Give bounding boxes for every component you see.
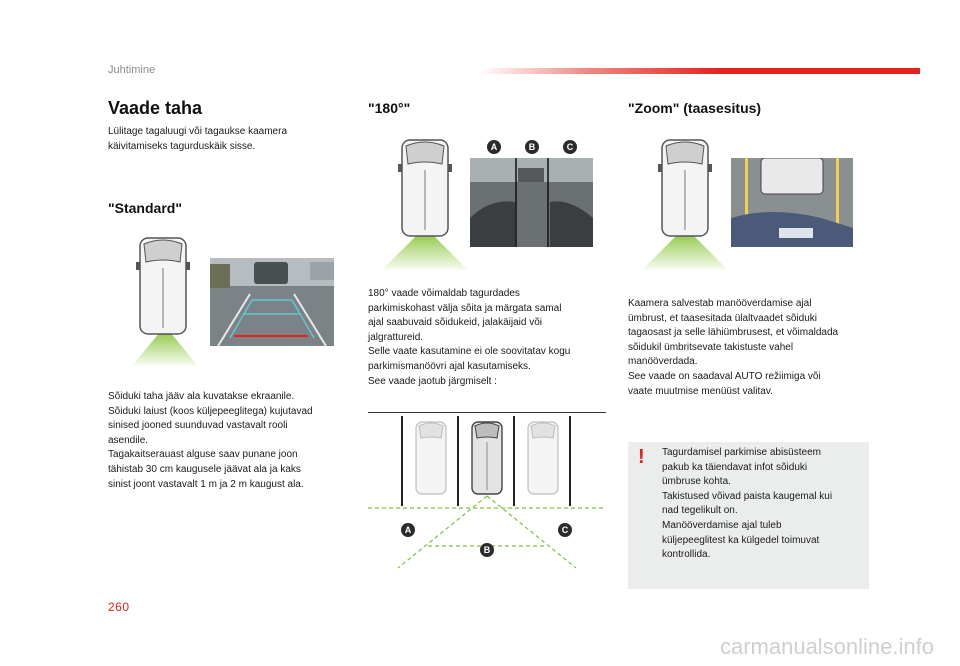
note-line: pakub ka täiendavat infot sõiduki (662, 461, 808, 473)
parked-car-ahead (254, 262, 288, 284)
wide-camera-view (470, 158, 593, 247)
diagram-badge-a: A (401, 523, 415, 537)
note-line: Takistused võivad paista kaugemal kui (662, 490, 833, 502)
wide-line: parkimismanöövri ajal kasutamiseks. (368, 360, 531, 372)
zoom-vehicle-illustration (640, 134, 730, 274)
camera-view-cone (642, 234, 728, 270)
standard-description (108, 390, 348, 492)
zoom-line: tagaosast ja selle lähiümbrusest, et võimaldada (628, 327, 839, 339)
zoom-line: Kaamera salvestab manööverdamise ajal (628, 298, 812, 309)
warning-note-text (662, 446, 866, 563)
zoom-description (628, 297, 873, 399)
wide-line: ajal saabuvaid sõidukeid, jalakäijaid või (368, 317, 542, 329)
standard-line: Sõiduki taha jääv ala kuvatakse ekraanile. (108, 391, 295, 402)
wide-line: 180° vaade võimaldab tagurdades (368, 288, 520, 299)
wide-view-description (368, 287, 608, 389)
standard-line: Tagakaitserauast alguse saav punane joon (108, 449, 298, 461)
parked-car-right (528, 422, 558, 494)
zoom-line: ümbrust, et taasesitada ülaltvaadet sõiduki (628, 312, 817, 324)
diagram-badge-c: C (558, 523, 572, 537)
watermark: carmanualsonline.info (719, 634, 934, 659)
zoom-line: manööverdada. (628, 356, 698, 368)
standard-camera-view (210, 258, 334, 346)
own-vehicle (472, 422, 502, 494)
wide-line: jalgrattureid. (368, 331, 424, 343)
standard-line: sinist joont vastavalt 1 m ja 2 m kaugust ala. (108, 478, 304, 490)
zoom-camera-view (731, 158, 853, 247)
camera-view-cone (382, 234, 468, 270)
warning-icon: ! (638, 446, 645, 468)
standard-line: tähistab 30 cm kaugusele jäävat ala ja kaks (108, 463, 301, 475)
note-line: küljepeeglitest ka külgedel toimuvat (662, 534, 820, 546)
note-line: kontrollida. (662, 549, 711, 561)
camera-view-cone (132, 332, 198, 366)
wide-line: parkimiskohast välja sõita ja märgata samal (368, 302, 562, 314)
parked-car-left (416, 422, 446, 494)
wide-line: See vaade jaotub järgmiselt : (368, 375, 497, 387)
zoom-line: See vaade on saadaval AUTO režiimiga või (628, 370, 821, 382)
badge-b: B (525, 140, 539, 154)
note-line: Manööverdamise ajal tuleb (662, 519, 782, 531)
section-label: Juhtimine (108, 64, 156, 76)
zoom-line: vaate muutmise menüüst valitav. (628, 385, 773, 397)
diagram-divider (368, 412, 606, 413)
wide-line: Selle vaate kasutamine ei ole soovitatav kogu (368, 346, 571, 358)
header-accent-bar (480, 68, 920, 74)
standard-vehicle-illustration (120, 232, 210, 372)
note-line: ümbruse kohta. (662, 476, 731, 488)
page-number: 260 (108, 600, 130, 614)
wide-view-heading: "180°" (368, 100, 411, 116)
wide-view-vehicle-illustration (380, 134, 470, 274)
intro-text (108, 125, 338, 154)
diagram-badge-b: B (480, 543, 494, 557)
intro-line: käivitamiseks tagurduskäik sisse. (108, 140, 256, 152)
badge-a: A (487, 140, 501, 154)
page-title: Vaade taha (108, 98, 203, 118)
standard-heading: "Standard" (108, 200, 182, 216)
standard-line: sinised jooned suunduvad vastavalt rooli (108, 420, 288, 432)
badge-c: C (563, 140, 577, 154)
standard-line: Sõiduki laiust (koos küljepeeglitega) kujutavad (108, 405, 313, 417)
standard-line: asendile. (108, 434, 149, 446)
zoom-heading: "Zoom" (taasesitus) (628, 100, 762, 116)
zoom-line: sõidukil ümbritsevate takistuste vahel (628, 341, 794, 353)
note-line: nad tegelikult on. (662, 505, 738, 517)
intro-line: Lülitage tagaluugi või tagaukse kaamera (108, 126, 288, 137)
vehicle-rear-top (761, 158, 823, 194)
note-line: Tagurdamisel parkimise abisüsteem (662, 447, 821, 458)
